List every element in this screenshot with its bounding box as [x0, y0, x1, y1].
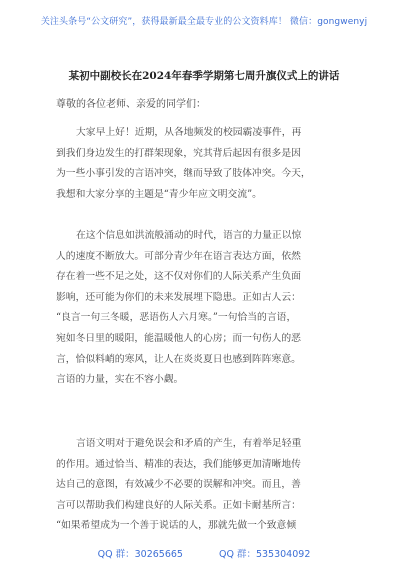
qq-group-2: QQ 群：535304092 [218, 549, 311, 560]
paragraph-line: 存在着一些不足之处，这不仅对你们的人际关系产生负面 [56, 271, 301, 283]
paragraph-line: 达自己的意图，有效减少不必要的误解和冲突。而且，善 [56, 479, 301, 491]
paragraph-3 [56, 434, 356, 537]
paragraph-line: 在这个信息如洪流般涌动的时代，语言的力量正以惊 [76, 230, 302, 241]
paragraph-line: 的作用。通过恰当、精准的表达，我们能够更加清晰地传 [56, 458, 301, 470]
paragraph-line: 言，恰似料峭的寒风，让人在炎炎夏日也感到阵阵寒意。 [56, 353, 301, 365]
paragraph-line: 言语的力量，实在不容小觑。 [56, 374, 184, 386]
paragraph-line: 为一些小事引发的言语冲突，继而导致了肢体冲突。今天， [56, 168, 311, 180]
paragraph-line: 言可以帮助我们构建良好的人际关系。正如卡耐基所言： [56, 499, 301, 511]
document-title: 某初中副校长在2024年春季学期第七周升旗仪式上的讲话 [68, 70, 340, 82]
paragraph-line: 影响，还可能为你们的未来发展埋下隐患。正如古人云： [56, 291, 301, 303]
paragraph-1 [56, 123, 356, 205]
banner-text: 关注头条号“公文研究”，获得最新最全最专业的公文资料库！ 微信：gongwenyj [40, 16, 368, 27]
footer [0, 546, 408, 560]
paragraph-line: “良言一句三冬暖，恶语伤人六月寒。”一句恰当的言语， [56, 312, 297, 324]
qq-group-1: QQ 群：30265665 [97, 549, 183, 560]
paragraph-line: 大家早上好！近期，从各地频发的校园霸凌事件，再 [76, 127, 302, 138]
paragraph-line: 人的速度不断放大。可部分青少年在语言表达方面，依然 [56, 250, 301, 262]
paragraph-line: “如果希望成为一个善于说话的人，那就先做一个致意倾 [56, 520, 297, 532]
paragraph-line: 我想和大家分享的主题是“青少年应文明交流”。 [56, 188, 262, 200]
paragraph-line: 言语文明对于避免误会和矛盾的产生，有着举足轻重 [76, 438, 302, 449]
paragraph-line: 宛如冬日里的暖阳，能温暖他人的心房；而一句伤人的恶 [56, 332, 301, 344]
greeting: 尊敬的各位老师、亲爱的同学们： [56, 99, 206, 110]
paragraph-2 [56, 226, 356, 391]
paragraph-line: 到我们身边发生的打群架现象，究其背后起因有很多是因 [56, 147, 301, 159]
